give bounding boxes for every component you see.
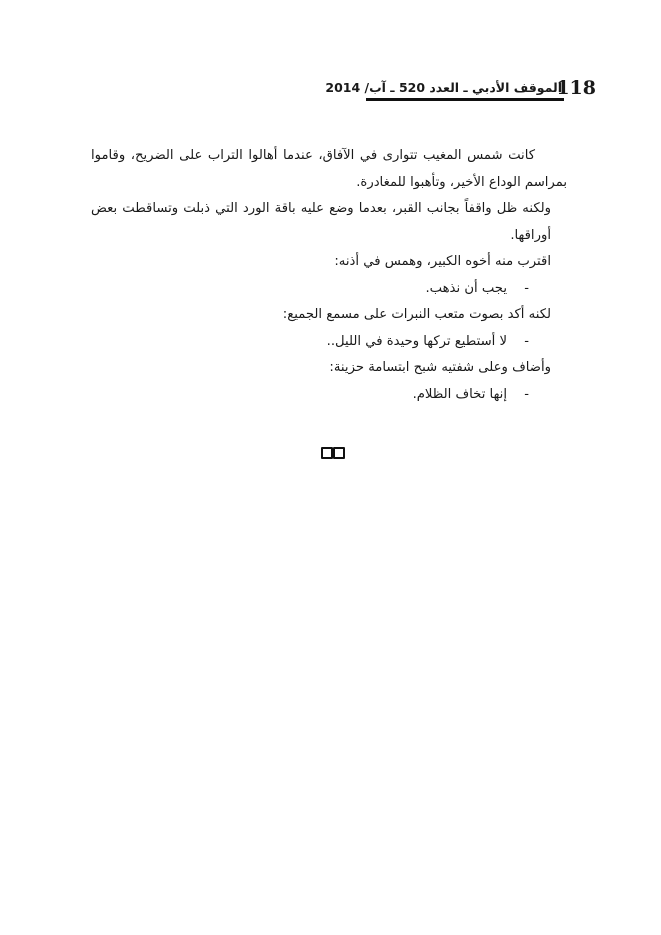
dialogue-line-2 [91, 329, 567, 356]
end-of-article-mark [321, 447, 345, 459]
dialogue-line-1 [91, 276, 567, 303]
dialogue-dash: - [524, 333, 529, 349]
dialogue-line-3 [91, 382, 567, 409]
paragraph-5: وأضاف وعلى شفتيه شبح ابتسامة حزينة: [329, 360, 551, 375]
article-body [91, 143, 567, 408]
header-rule [366, 98, 564, 101]
end-square-icon [321, 447, 333, 459]
dialogue-dash: - [524, 280, 529, 296]
paragraph-4: لكنه أكد بصوت متعب النبرات على مسمع الجميع: [282, 307, 551, 322]
paragraph-3: اقترب منه أخوه الكبير، وهمس في أذنه: [334, 254, 551, 269]
running-head: الموقف الأدبي ـ العدد 520 ـ آب/ 2014 [325, 80, 562, 95]
page-header [325, 76, 596, 100]
page-number: 118 [556, 77, 596, 99]
dialogue-text-3: إنها تخاف الظلام. [412, 386, 507, 402]
paragraph-2: ولكنه ظل واقفاً بجانب القبر، بعدما وضع عليه باقة الورد التي ذبلت وتساقطت بعض أوراقها. [91, 201, 551, 243]
dialogue-text-2: لا أستطيع تركها وحيدة في الليل.. [326, 333, 507, 349]
dialogue-text-1: يجب أن نذهب. [425, 280, 507, 296]
paragraph-1: كانت شمس المغيب تتوارى في الآفاق، عندما أهالوا التراب على الضريح، وقاموا بمراسم الوداع الأخير، وتأهبوا للمغادرة. [91, 148, 567, 190]
dialogue-dash: - [524, 386, 529, 402]
end-square-icon [333, 447, 345, 459]
